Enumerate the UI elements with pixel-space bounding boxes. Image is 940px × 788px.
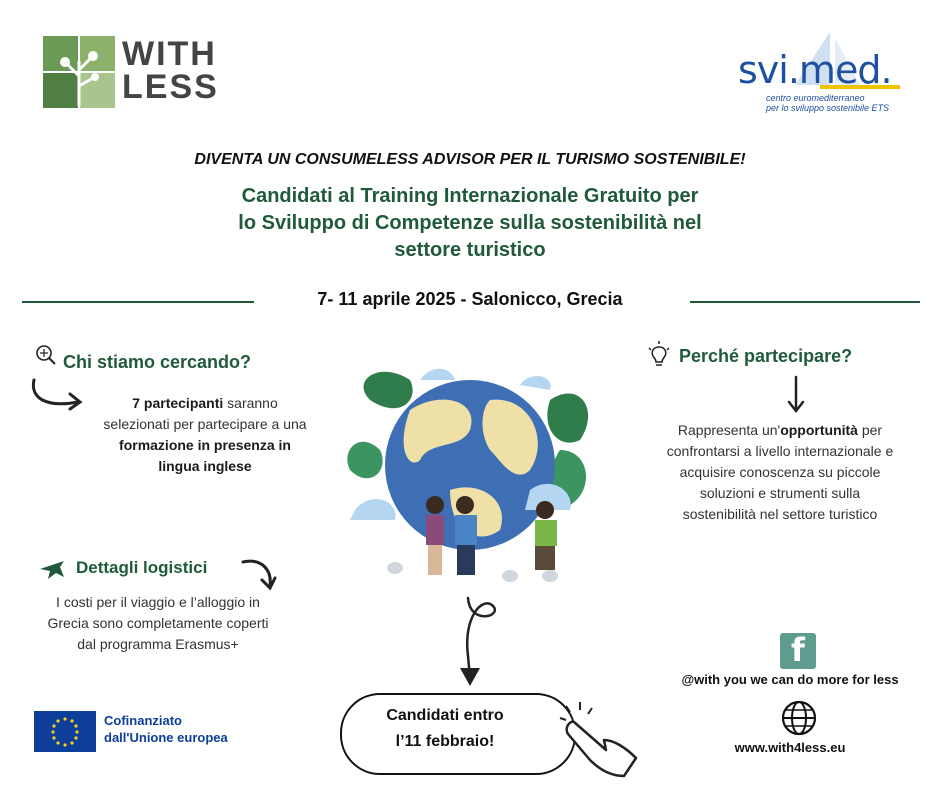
earth-illustration [340,340,600,590]
apply-deadline-label: Candidati entro l’11 febbraio! [386,707,504,750]
event-dates: 7- 11 aprile 2025 - Salonicco, Grecia [317,289,623,309]
lightbulb-icon [646,340,672,370]
svimed-logo-subtitle: centro euromediterraneo per lo sviluppo sostenibile ETS [766,93,890,113]
divider-left [22,301,254,303]
divider-right [690,301,920,303]
page-title: Candidati al Training Internazionale Gratuito per lo Sviluppo di Competenze sulla sostenibilità nel settore turistico [238,185,702,261]
curved-arrow-icon [240,556,278,592]
headline: DIVENTA UN CONSUMELESS ADVISOR PER IL TURISMO SOSTENIBILE! [194,151,746,168]
who-heading: Chi stiamo cercando? [63,352,252,372]
pointing-hand-icon [554,700,644,780]
logistics-description: I costi per il viaggio e l’alloggio in Grecia sono completamente coperti dal programma Erasmus+ [47,594,269,652]
why-heading: Perché partecipare? [679,346,853,366]
facebook-f-glyph: f [791,631,805,669]
globe-icon [780,699,818,737]
svimed-logo-name: svi.med. [738,48,892,92]
logistics-heading: Dettagli logistici [76,558,208,577]
eu-cofunded-label: Cofinanziato dall'Unione europea [104,713,228,745]
website-link[interactable]: www.with4less.eu [734,740,846,755]
why-description: Rappresenta un'opportunità per confrontarsi a livello internazionale e acquisire conoscenza su piccole soluzioni e strumenti sulla sostenibilità nel settore turistico [666,422,894,522]
loop-arrow-icon [448,596,508,692]
airplane-icon [38,557,66,581]
facebook-handle[interactable]: @with you we can do more for less [681,672,899,687]
eu-flag [34,711,96,752]
with4less-logo-text: WITH LESS [122,35,219,106]
down-arrow-icon [786,375,806,415]
magnifier-icon [35,344,57,366]
eu-stars-icon [34,711,96,752]
with4less-logo-mark [43,36,115,108]
who-description: 7 partecipanti saranno selezionati per partecipare a una formazione in presenza in lingua inglese [103,395,307,474]
